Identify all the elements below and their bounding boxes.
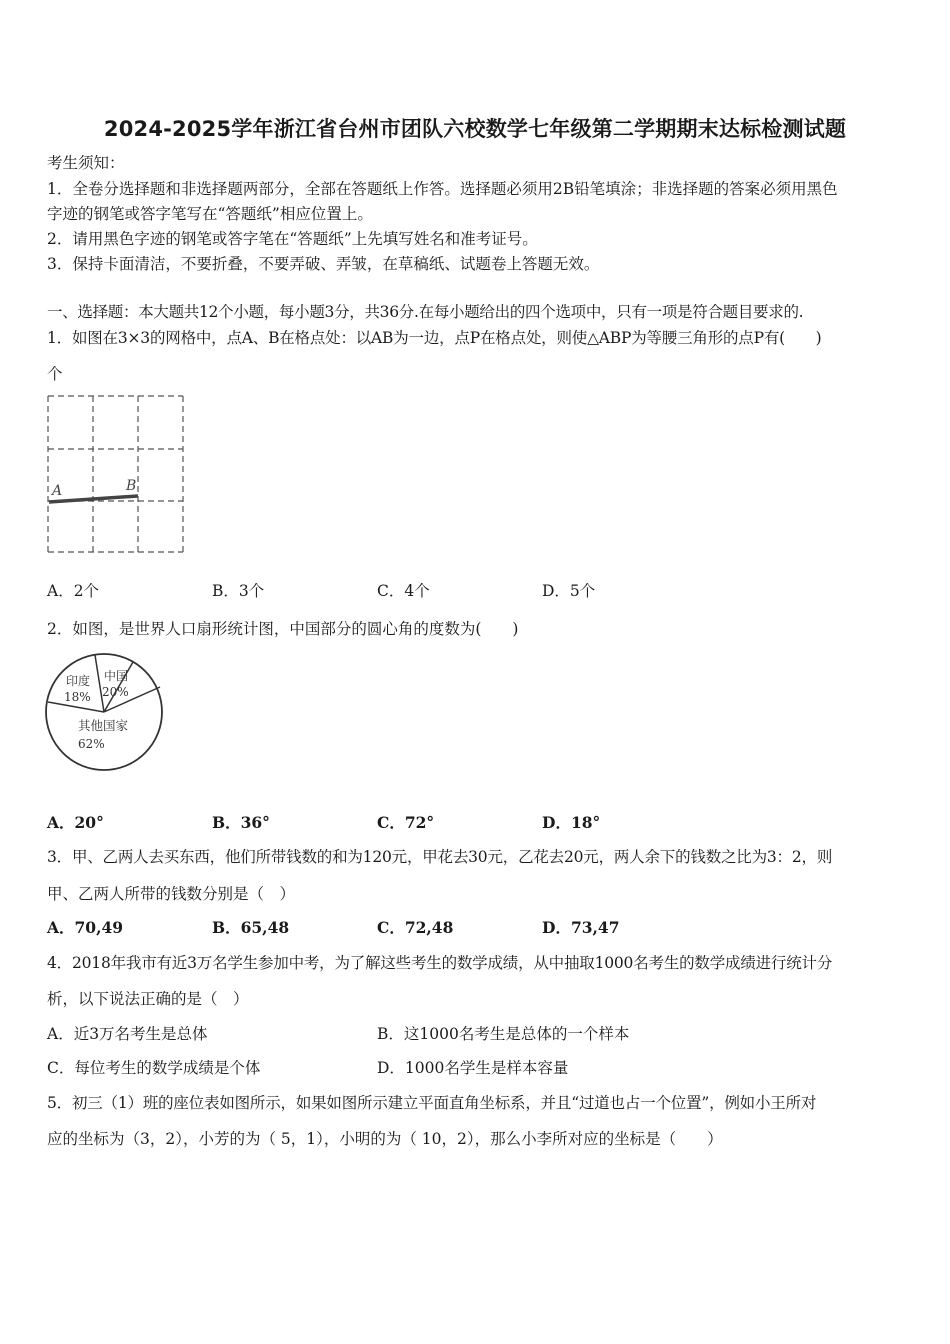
grid-figure <box>40 390 190 560</box>
option-d: D．1000名学生是样本容量 <box>377 1059 569 1077</box>
notice-heading: 考生须知： <box>47 154 125 172</box>
option-b: B．这1000名考生是总体的一个样本 <box>377 1025 630 1043</box>
section-heading: 一、选择题：本大题共12个小题，每小题3分，共36分.在每小题给出的四个选项中，只有一项是符合题目要求的. <box>47 303 804 321</box>
notice-item: 1．全卷分选择题和非选择题两部分，全部在答题纸上作答。选择题必须用2B铅笔填涂；非选择题的答案必须用黑色 <box>47 180 838 198</box>
pie-label-india: 印度 <box>66 674 91 688</box>
notice-item: 字迹的钢笔或答字笔写在“答题纸”相应位置上。 <box>47 205 373 223</box>
pie-label-china: 中国 <box>104 669 129 683</box>
question-2-text: 2．如图，是世界人口扇形统计图，中国部分的圆心角的度数为( ) <box>47 620 519 638</box>
option-b: B．36° <box>212 813 270 832</box>
notice-item: 2．请用黑色字迹的钢笔或答字笔在“答题纸”上先填写姓名和准考证号。 <box>47 230 538 248</box>
option-d: D．18° <box>542 813 601 832</box>
question-5-text: 5．初三（1）班的座位表如图所示，如果如图所示建立平面直角坐标系，并且“过道也占一个位置”，例如小王所对 <box>47 1094 817 1112</box>
option-a: A．近3万名考生是总体 <box>47 1025 208 1043</box>
pie-value-india: 18% <box>64 690 91 704</box>
option-a: A．2个 <box>47 582 100 600</box>
question-1-text: 1．如图在3×3的网格中，点A、B在格点处：以AB为一边，点P在格点处，则使△ABP为等腰三角形的点P有( ) <box>47 329 822 347</box>
notice-item: 3．保持卡面清洁，不要折叠，不要弄破、弄皱，在草稿纸、试题卷上答题无效。 <box>47 255 600 273</box>
question-3-text: 3．甲、乙两人去买东西，他们所带钱数的和为120元，甲花去30元，乙花去20元，两人余下的钱数之比为3：2，则 <box>47 848 833 866</box>
point-b-label: B <box>126 478 137 494</box>
question-4-text: 4．2018年我市有近3万名学生参加中考，为了解这些考生的数学成绩，从中抽取1000名考生的数学成绩进行统计分 <box>47 954 833 972</box>
exam-title: 2024-2025学年浙江省台州市团队六校数学七年级第二学期期末达标检测试题 <box>103 117 847 141</box>
option-a: A．70,49 <box>47 918 124 937</box>
pie-value-other: 62% <box>78 737 105 751</box>
question-1-text-cont: 个 <box>47 365 63 383</box>
question-3-text-cont: 甲、乙两人所带的钱数分别是（ ） <box>47 885 296 903</box>
option-c: C．72° <box>377 813 435 832</box>
question-4-text-cont: 析，以下说法正确的是（ ） <box>47 990 249 1008</box>
option-a: A．20° <box>47 813 104 832</box>
option-b: B．65,48 <box>212 918 290 937</box>
option-c: C．每位考生的数学成绩是个体 <box>47 1059 261 1077</box>
option-d: D．73,47 <box>542 918 620 937</box>
option-d: D．5个 <box>542 582 596 600</box>
question-5-text-cont: 应的坐标为（3，2），小芳的为（ 5，1），小明的为（ 10，2），那么小李所对应的坐标是（ ） <box>47 1130 723 1148</box>
option-c: C．4个 <box>377 582 430 600</box>
pie-label-other: 其他国家 <box>78 718 129 733</box>
pie-value-china: 20% <box>102 685 129 699</box>
point-a-label: A <box>52 483 63 499</box>
option-c: C．72,48 <box>377 918 454 937</box>
pie-chart <box>40 650 170 775</box>
option-b: B．3个 <box>212 582 265 600</box>
